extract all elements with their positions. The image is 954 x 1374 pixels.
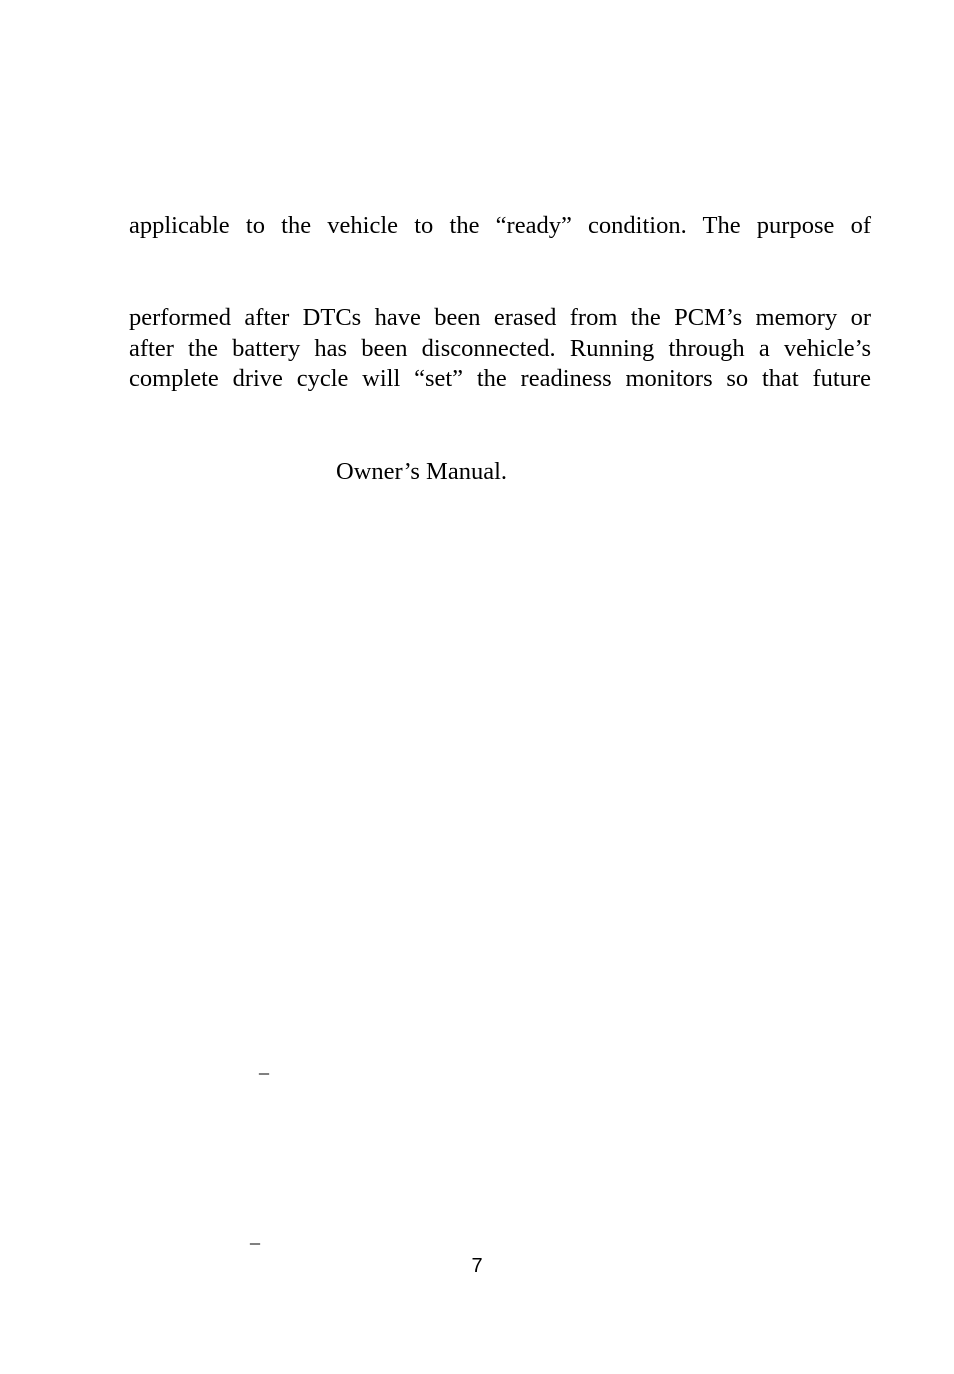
page-number: 7	[471, 1255, 483, 1277]
body-text-line: performed after DTCs have been erased from the PCM’s memory or	[129, 304, 871, 331]
body-text-line: complete drive cycle will “set” the readiness monitors so that future	[129, 365, 871, 392]
body-text-line: after the battery has been disconnected. Running through a vehicle’s	[129, 335, 871, 362]
body-text-line: applicable to the vehicle to the “ready” condition. The purpose of	[129, 212, 871, 239]
dash-mark: _	[250, 1225, 260, 1247]
body-text-line: Owner’s Manual.	[336, 458, 508, 485]
dash-mark: _	[259, 1055, 269, 1077]
